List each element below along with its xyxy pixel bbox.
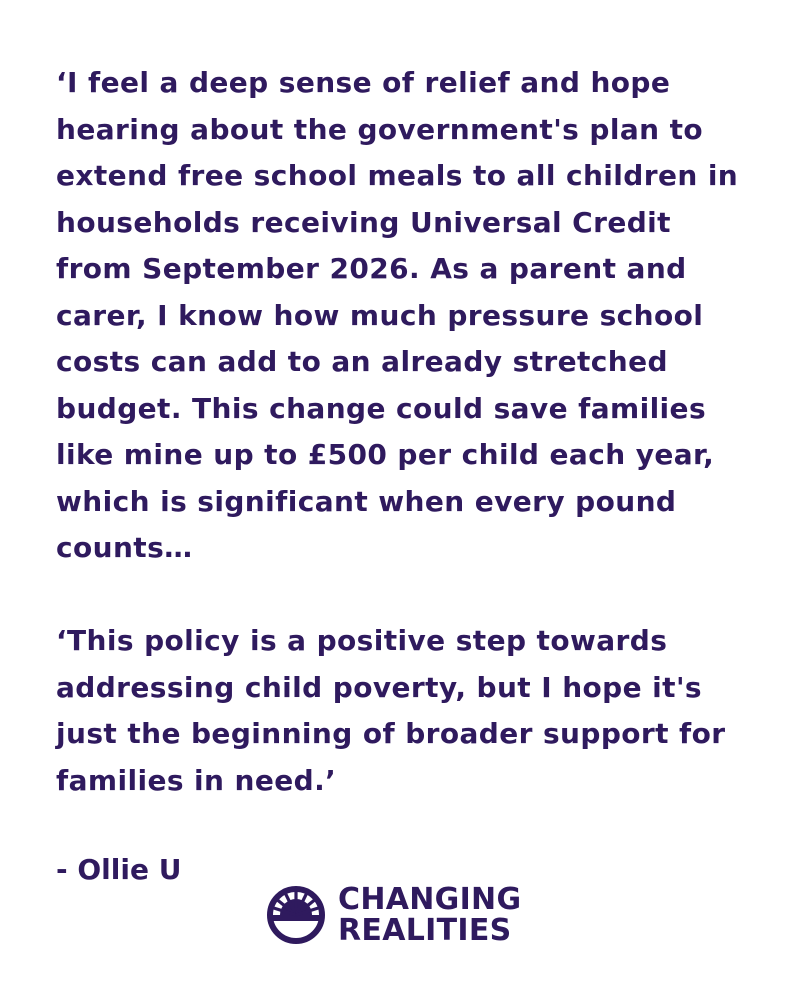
quote-attribution: - Ollie U — [56, 853, 182, 886]
logo-line-2: REALITIES — [338, 913, 512, 948]
quote-block — [56, 60, 756, 804]
changing-realities-logo — [266, 884, 521, 946]
sunrise-icon — [266, 885, 326, 945]
quote-paragraph-1: ‘I feel a deep sense of relief and hope hearing about the government's plan to extend free school meals to all children in households receiving Universal Credit from September 2026. As a parent and carer, I know how much pressure school costs can add to an already stretched budget. This change could save families like mine up to £500 per child each year, which is significant when every pound counts… — [56, 66, 739, 564]
logo-line-1: CHANGING — [338, 882, 522, 917]
logo-wordmark — [338, 884, 521, 946]
quote-paragraph-2: ‘This policy is a positive step towards addressing child poverty, but I hope it's just the beginning of broader support for families in need.’ — [56, 624, 726, 797]
